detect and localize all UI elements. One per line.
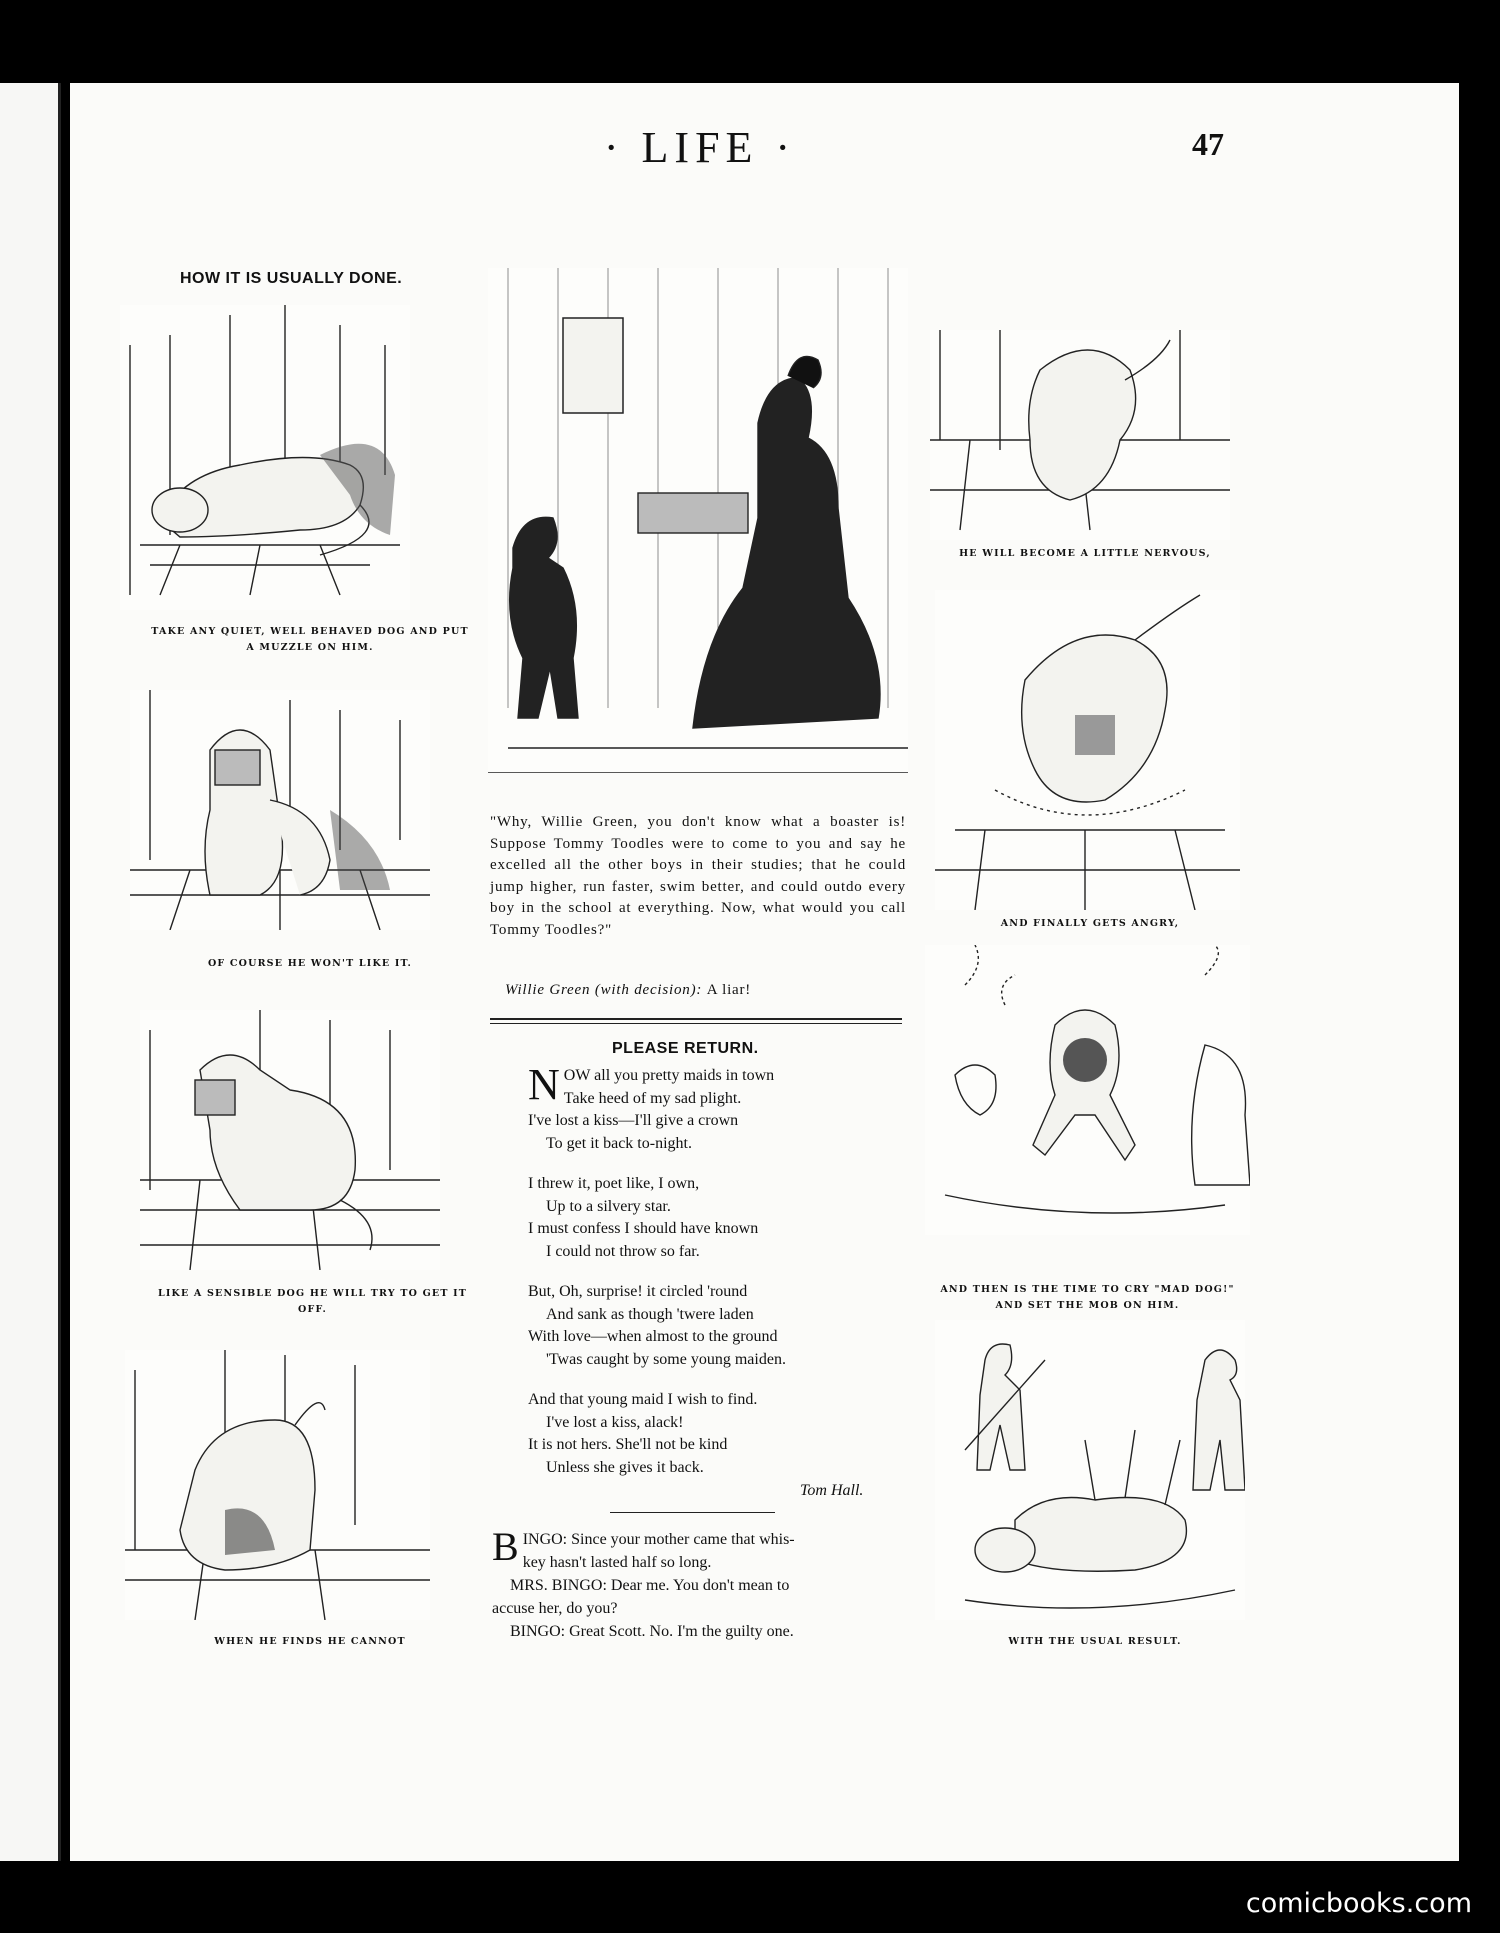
previous-page-edge [0,83,61,1861]
panel-crouching-dog [125,1350,430,1620]
short-divider [610,1512,775,1513]
poem-line: Unless she gives it back. [546,1458,704,1476]
poem-line: And sank as though 'twere laden [546,1305,754,1323]
caption-7: AND THEN IS THE TIME TO CRY "MAD DOG!" AND SET THE MOB ON HIM. [940,1284,1235,1311]
panel-angry-dog [935,590,1240,910]
caption-2: OF COURSE HE WON'T LIKE IT. [207,958,413,969]
panel-sleeping-dog [120,305,410,610]
page-number: 47 [1192,126,1224,162]
pawing-dog-illustration [140,1010,440,1270]
joke-line: accuse her, do you? [492,1600,618,1617]
poem-line: With love—when almost to the ground [528,1328,778,1345]
mad-dog-illustration [925,945,1250,1235]
poem-line: I must confess I should have known [528,1220,759,1237]
poem-line: I've lost a kiss, alack! [546,1413,684,1431]
poem-line: 'Twas caught by some young maiden. [546,1350,786,1368]
caption-6: AND FINALLY GETS ANGRY, [1000,918,1180,929]
poem-line: OW all you pretty maids in town [563,1067,775,1084]
poem-title: PLEASE RETURN. [612,1040,759,1057]
poem-line: And that young maid I wish to find. [528,1391,758,1408]
reply-speaker: Willie Green (with decision): [505,982,703,998]
poem-line: I could not throw so far. [546,1242,700,1260]
cartoon-caption: "Why, Willie Green, you don't know what a boaster is! Suppose Tommy Toodles were to come to you and say he excelled all the other boys in their studies; that he could jump higher, run faster, swim better, and could outdo every boy in the school at everything. Now, what would you call Tommy Toodles?" [490,814,906,938]
joke-line: key hasn't lasted half so long. [522,1554,712,1571]
joke-dropcap: B [492,1524,519,1569]
stanza-1 [528,1060,908,1155]
nervous-dog-illustration [930,330,1230,540]
caption-5: HE WILL BECOME A LITTLE NERVOUS, [959,548,1211,559]
teacher-boy-illustration [488,268,908,773]
poem-author: Tom Hall. [800,1482,864,1499]
cartoon-reply-speaker [505,980,905,1002]
caption-4: WHEN HE FINDS HE CANNOT [214,1636,406,1647]
site-watermark: comicbooks.com [1245,1888,1472,1919]
crouching-dog-illustration [125,1350,430,1620]
sleeping-dog-illustration [120,305,410,610]
stanza-2 [528,1173,908,1263]
poem-line: I threw it, poet like, I own, [528,1175,700,1192]
bingo-joke [492,1524,912,1643]
panel-muzzled-dog [130,690,430,930]
strip-heading: HOW IT IS USUALLY DONE. [180,270,403,287]
poem-line: To get it back to-night. [546,1134,692,1152]
caption-1: TAKE ANY QUIET, WELL BEHAVED DOG AND PUT A MUZZLE ON HIM. [151,626,469,653]
panel-nervous-dog [930,330,1230,540]
poem-line: It is not hers. She'll not be kind [528,1436,728,1453]
stanza-3 [528,1281,908,1371]
poem-line: I've lost a kiss—I'll give a crown [528,1112,739,1129]
muzzled-dog-illustration [130,690,430,930]
reply-text: A liar! [706,982,752,998]
section-divider [490,1018,902,1024]
stanza-4 [528,1389,908,1479]
caption-8: WITH THE USUAL RESULT. [1008,1636,1182,1647]
joke-line: MRS. BINGO: Dear me. You don't mean to [510,1577,790,1594]
wall-chart-icon [563,318,623,413]
joke-line: INGO: Since your mother came that whis- [522,1531,795,1548]
panel-mad-dog [925,945,1250,1235]
panel-pawing-dog [140,1010,440,1270]
muzzle-icon [1063,1038,1107,1082]
poem-line: Up to a silvery star. [546,1197,671,1215]
panel-shot-dog [935,1320,1245,1620]
poem-line: But, Oh, surprise! it circled 'round [528,1283,748,1300]
poem-body [528,1060,908,1497]
joke-line: BINGO: Great Scott. No. I'm the guilty one. [510,1623,794,1640]
page-title: · LIFE · [603,123,797,172]
caption-3: LIKE A SENSIBLE DOG HE WILL TRY TO GET IT OFF. [157,1288,468,1315]
angry-dog-illustration [935,590,1240,910]
poem-line: Take heed of my sad plight. [563,1089,742,1107]
shot-dog-illustration [935,1320,1245,1620]
cartoon-teacher-and-boy [488,268,908,773]
poem-dropcap: N [528,1060,560,1109]
